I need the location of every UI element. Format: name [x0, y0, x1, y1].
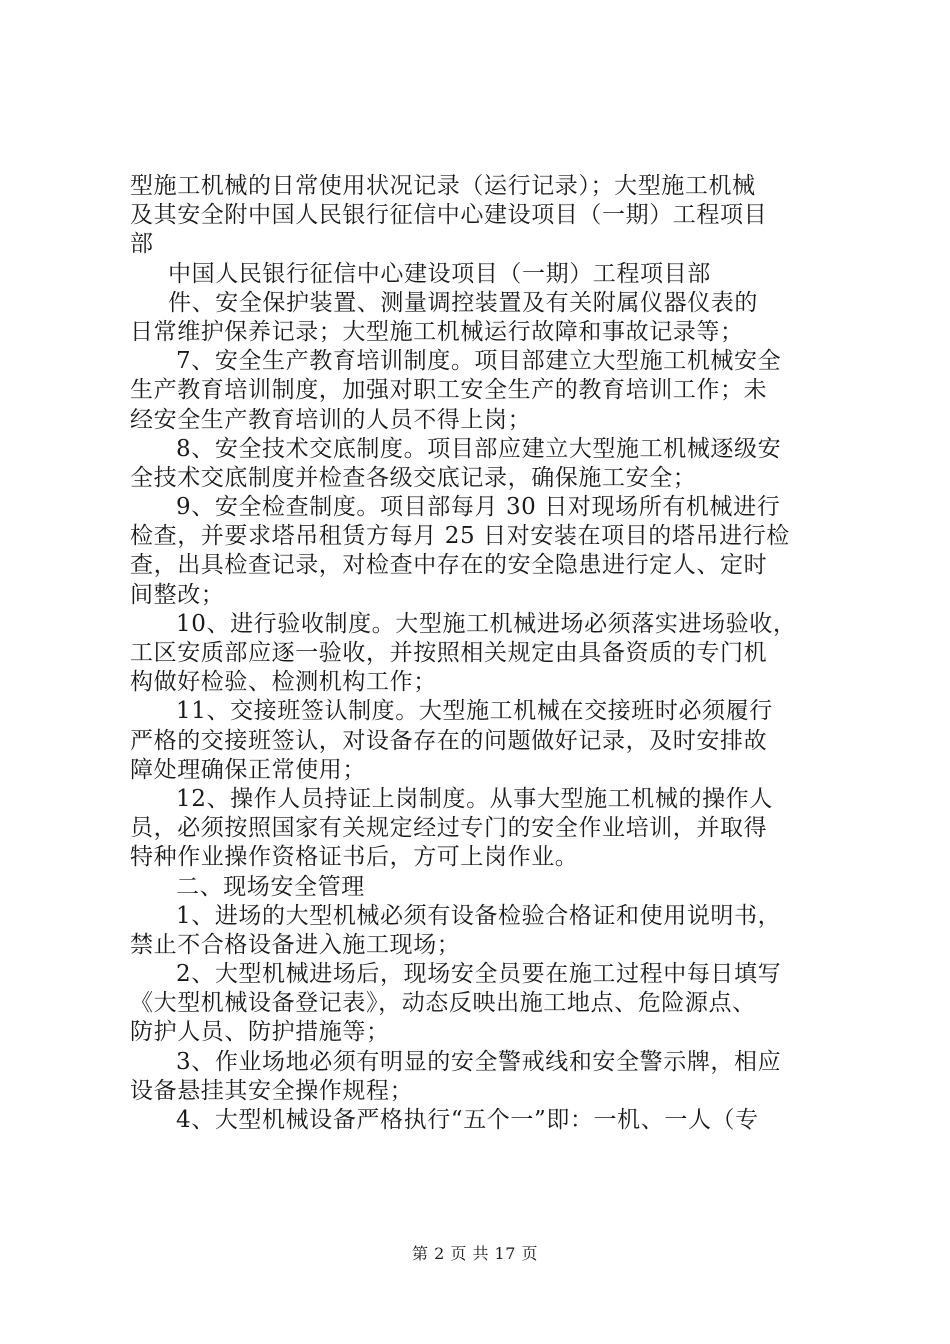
- text-line: 全技术交底制度并检查各级交底记录，确保施工安全；: [130, 464, 697, 491]
- text-line: 4、大型机械设备严格执行“五个一”即：一机、一人（专: [176, 1107, 759, 1133]
- text-line: 设备悬挂其安全操作规程；: [130, 1077, 414, 1104]
- text-line: 型施工机械的日常使用状况记录（运行记录）；大型施工机械: [130, 173, 756, 199]
- text-line: 8、安全技术交底制度。项目部应建立大型施工机械逐级安: [176, 435, 782, 462]
- text-line: 部: [130, 231, 154, 258]
- text-line: 件、安全保护装置、测量调控装置及有关附属仪器仪表的: [168, 289, 758, 316]
- text-line: 9、安全检查制度。项目部每月 30 日对现场所有机械进行: [176, 494, 781, 521]
- text-line: 严格的交接班签认，对设备存在的问题做好记录，及时安排故: [130, 727, 768, 754]
- text-line: 检查，并要求塔吊租赁方每月 25 日对安装在项目的塔吊进行检: [130, 523, 790, 550]
- text-line: 间整改；: [130, 581, 225, 608]
- text-line: 特种作业操作资格证书后，方可上岗作业。: [130, 844, 579, 871]
- text-line: 中国人民银行征信中心建设项目（一期）工程项目部: [168, 260, 711, 287]
- text-line: 2、大型机械进场后，现场安全员要在施工过程中每日填写: [176, 961, 782, 988]
- text-line: 查，出具检查记录，对检查中存在的安全隐患进行定人、定时: [130, 552, 768, 579]
- text-line: 工区安质部应逐一验收，并按照相关规定由具备资质的专门机: [130, 640, 768, 666]
- document-body: [130, 172, 830, 1135]
- text-line: 日常维护保养记录；大型施工机械运行故障和事故记录等；: [130, 318, 744, 345]
- text-line: 防护人员、防护措施等；: [130, 1019, 390, 1046]
- text-line: 二、现场安全管理: [176, 873, 365, 900]
- text-line: 11、交接班签认制度。大型施工机械在交接班时必须履行: [176, 698, 773, 725]
- text-line: 及其安全附中国人民银行征信中心建设项目（一期）工程项目: [130, 202, 768, 229]
- text-line: 3、作业场地必须有明显的安全警戒线和安全警示牌，相应: [176, 1048, 782, 1075]
- page-footer: 第 2 页 共 17 页: [412, 1244, 538, 1263]
- text-line: 10、进行验收制度。大型施工机械进场必须落实进场验收，: [176, 610, 797, 637]
- text-line: 12、操作人员持证上岗制度。从事大型施工机械的操作人: [176, 785, 773, 812]
- text-line: 构做好检验、检测机构工作；: [130, 669, 437, 696]
- text-line: 生产教育培训制度，加强对职工安全生产的教育培训工作；未: [130, 377, 768, 404]
- text-line: 障处理确保正常使用；: [130, 756, 366, 783]
- text-line: 1、进场的大型机械必须有设备检验合格证和使用说明书，: [176, 902, 782, 929]
- text-line: 员，必须按照国家有关规定经过专门的安全作业培训，并取得: [130, 815, 768, 842]
- text-line: 《大型机械设备登记表》，动态反映出施工地点、危险源点、: [130, 990, 756, 1017]
- text-line: 7、安全生产教育培训制度。项目部建立大型施工机械安全: [176, 348, 782, 375]
- text-line: 经安全生产教育培训的人员不得上岗；: [130, 406, 532, 433]
- text-line: 禁止不合格设备进入施工现场；: [130, 931, 461, 958]
